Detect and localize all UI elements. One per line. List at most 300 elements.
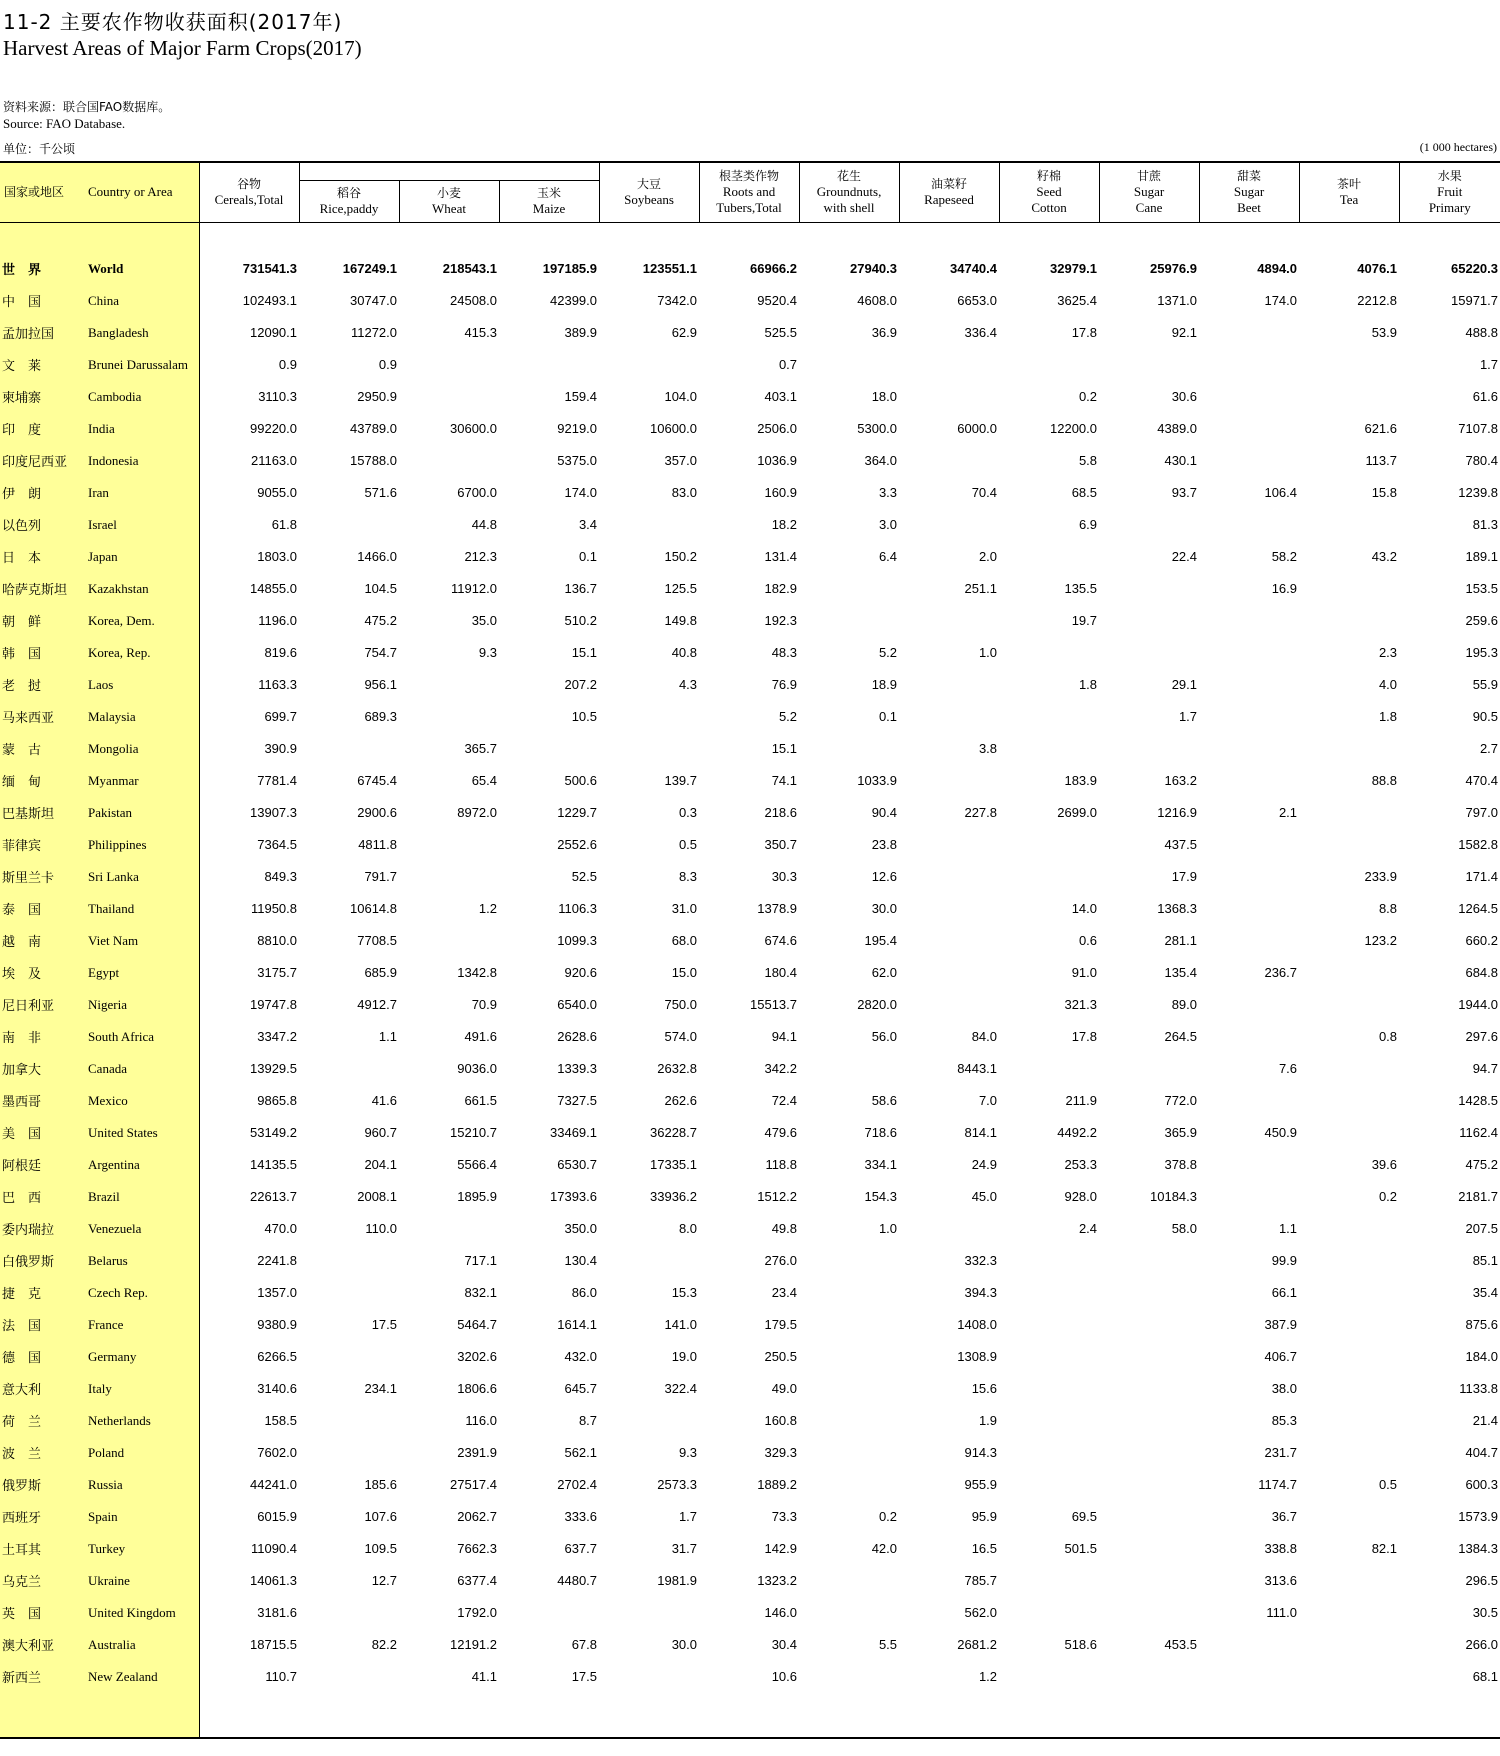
harvest-area-table <box>0 161 1500 1739</box>
value-cell: 1.1 <box>378 1029 397 1044</box>
value-cell: 12191.2 <box>450 1637 497 1652</box>
value-cell: 23.4 <box>771 1285 798 1300</box>
value-cell: 661.5 <box>464 1093 497 1108</box>
value-cell: 4492.2 <box>1057 1125 1098 1140</box>
country-name-en: France <box>80 1309 199 1341</box>
value-cell: 130.4 <box>564 1253 598 1268</box>
value-cell: 2.1 <box>1278 805 1298 820</box>
value-cell <box>1099 605 1199 637</box>
value-cell <box>1099 1277 1199 1309</box>
value-cell <box>999 1437 1099 1469</box>
header-seed-cotton <box>999 162 1099 222</box>
value-cell: 56.0 <box>871 1029 898 1044</box>
value-cell: 1384.3 <box>1458 1541 1499 1556</box>
value-cell: 4.0 <box>1378 677 1398 692</box>
value-cell: 1174.7 <box>1258 1477 1298 1492</box>
value-cell: 113.7 <box>1365 453 1398 468</box>
value-cell: 7781.4 <box>257 773 297 788</box>
table-row <box>0 1533 1500 1565</box>
value-cell <box>499 733 599 765</box>
header-soybeans-cn: 大豆 <box>637 177 662 192</box>
value-cell: 574.0 <box>664 1029 698 1044</box>
value-cell: 36.7 <box>1271 1509 1298 1524</box>
table-row <box>0 1469 1500 1501</box>
value-cell: 6266.5 <box>257 1349 297 1364</box>
value-cell: 0.9 <box>278 357 297 372</box>
value-cell: 6015.9 <box>257 1509 297 1524</box>
value-cell: 16.9 <box>1271 581 1298 596</box>
value-cell: 93.7 <box>1171 485 1198 500</box>
value-cell: 8972.0 <box>457 805 497 820</box>
value-cell <box>1299 509 1399 541</box>
country-name-en: China <box>80 285 199 317</box>
value-cell: 183.9 <box>1064 773 1098 788</box>
value-cell: 36.9 <box>871 325 898 340</box>
country-name-en: Korea, Rep. <box>80 637 199 669</box>
value-cell <box>799 1661 899 1693</box>
value-cell: 2632.8 <box>657 1061 698 1076</box>
value-cell: 322.4 <box>664 1381 698 1396</box>
value-cell: 731541.3 <box>242 261 297 276</box>
value-cell: 17335.1 <box>650 1157 698 1172</box>
value-cell: 1792.0 <box>457 1605 497 1620</box>
header-tea-cn: 茶叶 <box>1337 177 1362 192</box>
value-cell <box>999 349 1099 381</box>
value-cell: 182.9 <box>764 581 798 596</box>
country-name-en: Venezuela <box>80 1213 199 1245</box>
value-cell: 797.0 <box>1465 805 1499 820</box>
value-cell <box>299 1437 399 1469</box>
value-cell: 104.0 <box>664 389 698 404</box>
value-cell: 7708.5 <box>357 933 397 948</box>
value-cell: 10.5 <box>571 709 598 724</box>
value-cell: 67.8 <box>571 1637 598 1652</box>
value-cell <box>1099 1309 1199 1341</box>
country-name-en: Ukraine <box>80 1565 199 1597</box>
value-cell: 207.2 <box>564 677 598 692</box>
value-cell <box>1299 1053 1399 1085</box>
value-cell: 928.0 <box>1064 1189 1098 1204</box>
value-cell: 11090.4 <box>250 1541 297 1556</box>
value-cell: 44.8 <box>471 517 497 532</box>
country-name-en: Egypt <box>80 957 199 989</box>
value-cell <box>599 1245 699 1277</box>
page-title-en: Harvest Areas of Major Farm Crops(2017) <box>3 36 362 60</box>
value-cell <box>1099 1053 1199 1085</box>
value-cell: 66966.2 <box>750 261 798 276</box>
value-cell: 180.4 <box>764 965 798 980</box>
value-cell: 262.6 <box>664 1093 698 1108</box>
value-cell: 65220.3 <box>1451 261 1499 276</box>
value-cell: 4.3 <box>678 677 698 692</box>
value-cell: 30.0 <box>871 901 898 916</box>
value-cell: 1163.3 <box>258 677 297 692</box>
value-cell: 7107.8 <box>1458 421 1499 436</box>
value-cell <box>1299 1437 1399 1469</box>
country-name-cn: 美 国 <box>0 1117 80 1149</box>
header-rice <box>299 180 399 222</box>
value-cell: 12200.0 <box>1050 421 1098 436</box>
value-cell: 334.1 <box>864 1157 898 1172</box>
value-cell: 233.9 <box>1364 869 1398 884</box>
table-row <box>0 573 1500 605</box>
value-cell <box>1299 1629 1399 1661</box>
value-cell: 154.3 <box>864 1189 898 1204</box>
country-name-cn: 越 南 <box>0 925 80 957</box>
value-cell: 6000.0 <box>957 421 998 436</box>
value-cell: 91.0 <box>1071 965 1098 980</box>
value-cell <box>899 989 999 1021</box>
value-cell: 33469.1 <box>550 1125 598 1140</box>
value-cell <box>899 925 999 957</box>
value-cell: 35.4 <box>1472 1285 1499 1300</box>
value-cell: 470.4 <box>1465 773 1499 788</box>
value-cell: 160.9 <box>764 485 798 500</box>
country-name-en: Korea, Dem. <box>80 605 199 637</box>
table-row <box>0 1149 1500 1181</box>
header-country-cn <box>0 162 80 222</box>
value-cell: 18715.5 <box>250 1637 297 1652</box>
value-cell: 1981.9 <box>657 1573 698 1588</box>
data-table-container <box>0 161 1500 1739</box>
header-groundnuts-en1: Groundnuts, <box>816 184 882 200</box>
value-cell: 3.8 <box>978 741 998 756</box>
value-cell <box>1199 381 1299 413</box>
value-cell: 61.8 <box>271 517 297 532</box>
value-cell: 135.4 <box>1164 965 1198 980</box>
country-name-cn: 马来西亚 <box>0 701 80 733</box>
value-cell: 27517.4 <box>450 1477 497 1492</box>
value-cell: 3175.7 <box>257 965 297 980</box>
value-cell: 184.0 <box>1465 1349 1499 1364</box>
unit-note-cn: 单位：千公顷 <box>3 142 76 156</box>
value-cell: 141.0 <box>664 1317 698 1332</box>
value-cell: 1162.4 <box>1459 1125 1499 1140</box>
value-cell: 123.2 <box>1364 933 1398 948</box>
value-cell: 234.1 <box>364 1381 397 1396</box>
value-cell <box>999 1661 1099 1693</box>
value-cell <box>899 893 999 925</box>
value-cell <box>999 1405 1099 1437</box>
value-cell <box>1199 669 1299 701</box>
value-cell: 104.5 <box>364 581 397 596</box>
value-cell: 9055.0 <box>257 485 297 500</box>
table-row <box>0 285 1500 317</box>
value-cell: 1323.2 <box>757 1573 798 1588</box>
value-cell: 510.2 <box>564 613 598 628</box>
value-cell: 27940.3 <box>850 261 898 276</box>
value-cell: 674.6 <box>764 933 798 948</box>
value-cell <box>1299 381 1399 413</box>
value-cell: 332.3 <box>964 1253 998 1268</box>
table-row <box>0 1597 1500 1629</box>
value-cell: 30600.0 <box>450 421 497 436</box>
country-name-en: Australia <box>80 1629 199 1661</box>
value-cell: 329.3 <box>764 1445 798 1460</box>
value-cell <box>1199 829 1299 861</box>
table-row <box>0 317 1500 349</box>
value-cell: 62.9 <box>671 325 698 340</box>
value-cell: 281.1 <box>1164 933 1198 948</box>
value-cell: 0.2 <box>1078 389 1098 404</box>
value-cell: 1806.6 <box>457 1381 497 1396</box>
value-cell: 13929.5 <box>250 1061 297 1076</box>
value-cell: 52.5 <box>571 869 598 884</box>
value-cell: 956.1 <box>364 677 397 692</box>
country-name-cn: 蒙 古 <box>0 733 80 765</box>
value-cell: 135.5 <box>1064 581 1098 596</box>
country-name-cn: 老 挝 <box>0 669 80 701</box>
value-cell <box>899 957 999 989</box>
value-cell: 53.9 <box>1371 325 1398 340</box>
value-cell: 525.5 <box>764 325 798 340</box>
value-cell <box>599 509 699 541</box>
value-cell: 7602.0 <box>257 1445 297 1460</box>
country-name-en: Indonesia <box>80 445 199 477</box>
value-cell <box>1299 957 1399 989</box>
country-name-en: Japan <box>80 541 199 573</box>
table-row-world <box>0 253 1500 285</box>
value-cell: 58.2 <box>1271 549 1298 564</box>
value-cell: 8810.0 <box>257 933 297 948</box>
value-cell <box>999 861 1099 893</box>
country-name-cn: 菲律宾 <box>0 829 80 861</box>
table-row <box>0 1565 1500 1597</box>
value-cell <box>1099 1469 1199 1501</box>
value-cell: 1466.0 <box>357 549 397 564</box>
header-sugar-beet-cn: 甜菜 <box>1237 169 1262 184</box>
value-cell: 914.3 <box>964 1445 998 1460</box>
value-cell: 30.0 <box>671 1637 698 1652</box>
header-tea-en: Tea <box>1339 192 1359 208</box>
value-cell <box>1299 1597 1399 1629</box>
value-cell: 3.4 <box>578 517 598 532</box>
value-cell: 7327.5 <box>557 1093 598 1108</box>
value-cell: 43789.0 <box>350 421 397 436</box>
value-cell: 2181.7 <box>1458 1189 1499 1204</box>
spacer-cell <box>199 222 1500 253</box>
value-cell <box>1099 733 1199 765</box>
source-note-cn: 资料来源：联合国FAO数据库。 <box>3 100 171 114</box>
country-name-en: Myanmar <box>80 765 199 797</box>
value-cell <box>299 1597 399 1629</box>
value-cell <box>299 1661 399 1693</box>
value-cell <box>399 829 499 861</box>
value-cell: 0.5 <box>1378 1477 1398 1492</box>
value-cell <box>399 925 499 957</box>
value-cell <box>1299 1277 1399 1309</box>
header-rice-cn: 稻谷 <box>336 186 361 200</box>
value-cell: 390.9 <box>264 741 297 756</box>
value-cell: 2506.0 <box>757 421 798 436</box>
value-cell: 1368.3 <box>1157 901 1198 916</box>
value-cell: 321.3 <box>1064 997 1098 1012</box>
table-row <box>0 957 1500 989</box>
value-cell: 1.8 <box>1078 677 1098 692</box>
value-cell <box>799 1437 899 1469</box>
value-cell: 227.8 <box>964 805 998 820</box>
value-cell: 5464.7 <box>457 1317 497 1332</box>
value-cell: 23.8 <box>871 837 898 852</box>
value-cell: 189.1 <box>1465 549 1499 564</box>
value-cell <box>899 509 999 541</box>
value-cell: 1196.0 <box>258 613 297 628</box>
value-cell <box>399 381 499 413</box>
value-cell <box>1199 637 1299 669</box>
value-cell: 68.1 <box>1472 1669 1499 1684</box>
value-cell: 6540.0 <box>557 997 598 1012</box>
value-cell: 118.8 <box>765 1157 798 1172</box>
value-cell: 1339.3 <box>557 1061 598 1076</box>
spacer-cell <box>199 1693 1500 1738</box>
header-soybeans <box>599 162 699 222</box>
value-cell: 14135.5 <box>250 1157 297 1172</box>
value-cell: 1944.0 <box>1458 997 1499 1012</box>
value-cell: 1.7 <box>1178 709 1198 724</box>
value-cell: 207.5 <box>1465 1221 1499 1236</box>
value-cell <box>899 445 999 477</box>
value-cell: 15210.7 <box>450 1125 497 1140</box>
value-cell: 365.9 <box>1164 1125 1198 1140</box>
table-row <box>0 861 1500 893</box>
value-cell: 571.6 <box>364 485 397 500</box>
value-cell: 342.2 <box>764 1061 798 1076</box>
value-cell: 231.7 <box>1264 1445 1298 1460</box>
value-cell <box>399 669 499 701</box>
value-cell <box>1199 413 1299 445</box>
country-name-cn: 日 本 <box>0 541 80 573</box>
value-cell: 195.3 <box>1465 645 1499 660</box>
value-cell <box>1299 989 1399 1021</box>
value-cell: 15788.0 <box>350 453 397 468</box>
table-row <box>0 1245 1500 1277</box>
value-cell: 5.5 <box>878 1637 898 1652</box>
country-name-cn: 印 度 <box>0 413 80 445</box>
value-cell: 4076.1 <box>1357 261 1398 276</box>
value-cell: 780.4 <box>1465 453 1499 468</box>
value-cell: 2212.8 <box>1357 293 1398 308</box>
value-cell: 42.0 <box>871 1541 898 1556</box>
country-name-cn: 西班牙 <box>0 1501 80 1533</box>
value-cell: 11272.0 <box>350 325 397 340</box>
header-groundnuts-cn: 花生 <box>837 169 862 184</box>
table-header <box>0 162 1500 222</box>
value-cell: 785.7 <box>964 1573 998 1588</box>
value-cell: 85.3 <box>1271 1413 1298 1428</box>
country-name-cn: 柬埔寨 <box>0 381 80 413</box>
value-cell: 0.1 <box>878 709 898 724</box>
value-cell <box>1299 1245 1399 1277</box>
header-fruit-en2: Primary <box>1428 200 1471 216</box>
country-name-en: Kazakhstan <box>80 573 199 605</box>
table-row <box>0 477 1500 509</box>
value-cell <box>1299 1309 1399 1341</box>
value-cell: 110.0 <box>365 1221 397 1236</box>
country-name-cn: 澳大利亚 <box>0 1629 80 1661</box>
value-cell: 158.5 <box>264 1413 297 1428</box>
header-rapeseed <box>899 162 999 222</box>
value-cell: 29.1 <box>1171 677 1198 692</box>
value-cell <box>1099 1373 1199 1405</box>
value-cell: 5.2 <box>778 709 798 724</box>
value-cell: 17.9 <box>1171 869 1198 884</box>
value-cell: 19747.8 <box>250 997 297 1012</box>
header-roots-cn: 根茎类作物 <box>719 169 780 184</box>
table-body <box>0 222 1500 1738</box>
country-name-en: Viet Nam <box>80 925 199 957</box>
country-name-en: Malaysia <box>80 701 199 733</box>
value-cell: 689.3 <box>364 709 397 724</box>
table-row <box>0 925 1500 957</box>
value-cell: 251.1 <box>964 581 998 596</box>
value-cell: 1582.8 <box>1458 837 1499 852</box>
value-cell: 4480.7 <box>557 1573 598 1588</box>
value-cell <box>799 1469 899 1501</box>
value-cell: 66.1 <box>1271 1285 1298 1300</box>
value-cell <box>1099 1341 1199 1373</box>
value-cell: 2950.9 <box>357 389 397 404</box>
value-cell: 212.3 <box>464 549 497 564</box>
country-name-en: Poland <box>80 1437 199 1469</box>
value-cell: 0.7 <box>778 357 798 372</box>
value-cell <box>999 1277 1099 1309</box>
country-name-en: New Zealand <box>80 1661 199 1693</box>
value-cell: 6377.4 <box>457 1573 497 1588</box>
value-cell: 387.9 <box>1264 1317 1298 1332</box>
country-name-en: South Africa <box>80 1021 199 1053</box>
value-cell: 350.7 <box>764 837 798 852</box>
value-cell: 754.7 <box>364 645 397 660</box>
table-row <box>0 381 1500 413</box>
value-cell <box>799 1309 899 1341</box>
value-cell: 44241.0 <box>250 1477 297 1492</box>
header-roots-en1: Roots and <box>722 184 776 200</box>
value-cell <box>1299 1341 1399 1373</box>
value-cell <box>299 1405 399 1437</box>
value-cell: 179.5 <box>764 1317 798 1332</box>
value-cell: 338.8 <box>1264 1541 1298 1556</box>
value-cell: 253.3 <box>1064 1157 1098 1172</box>
country-name-en: Israel <box>80 509 199 541</box>
value-cell: 501.5 <box>1064 1541 1098 1556</box>
country-name-cn: 土耳其 <box>0 1533 80 1565</box>
value-cell: 450.9 <box>1264 1125 1298 1140</box>
value-cell: 116.0 <box>465 1413 497 1428</box>
value-cell: 832.1 <box>464 1285 497 1300</box>
value-cell: 53149.2 <box>250 1125 297 1140</box>
country-name-en: Sri Lanka <box>80 861 199 893</box>
value-cell <box>899 381 999 413</box>
value-cell: 70.4 <box>971 485 998 500</box>
value-cell: 6.9 <box>1078 517 1098 532</box>
country-name-cn: 巴 西 <box>0 1181 80 1213</box>
value-cell <box>799 605 899 637</box>
header-wheat-en: Wheat <box>432 201 466 216</box>
value-cell <box>799 1277 899 1309</box>
value-cell: 14855.0 <box>250 581 297 596</box>
header-rapeseed-cn: 油菜籽 <box>931 177 968 192</box>
value-cell: 437.5 <box>1164 837 1198 852</box>
header-rapeseed-en: Rapeseed <box>924 192 974 208</box>
value-cell <box>1199 925 1299 957</box>
header-soybeans-en: Soybeans <box>624 192 674 208</box>
value-cell <box>499 1597 599 1629</box>
value-cell: 2391.9 <box>457 1445 497 1460</box>
spacer-cell <box>80 222 199 253</box>
country-name-cn: 印度尼西亚 <box>0 445 80 477</box>
value-cell: 1357.0 <box>257 1285 297 1300</box>
value-cell <box>899 605 999 637</box>
